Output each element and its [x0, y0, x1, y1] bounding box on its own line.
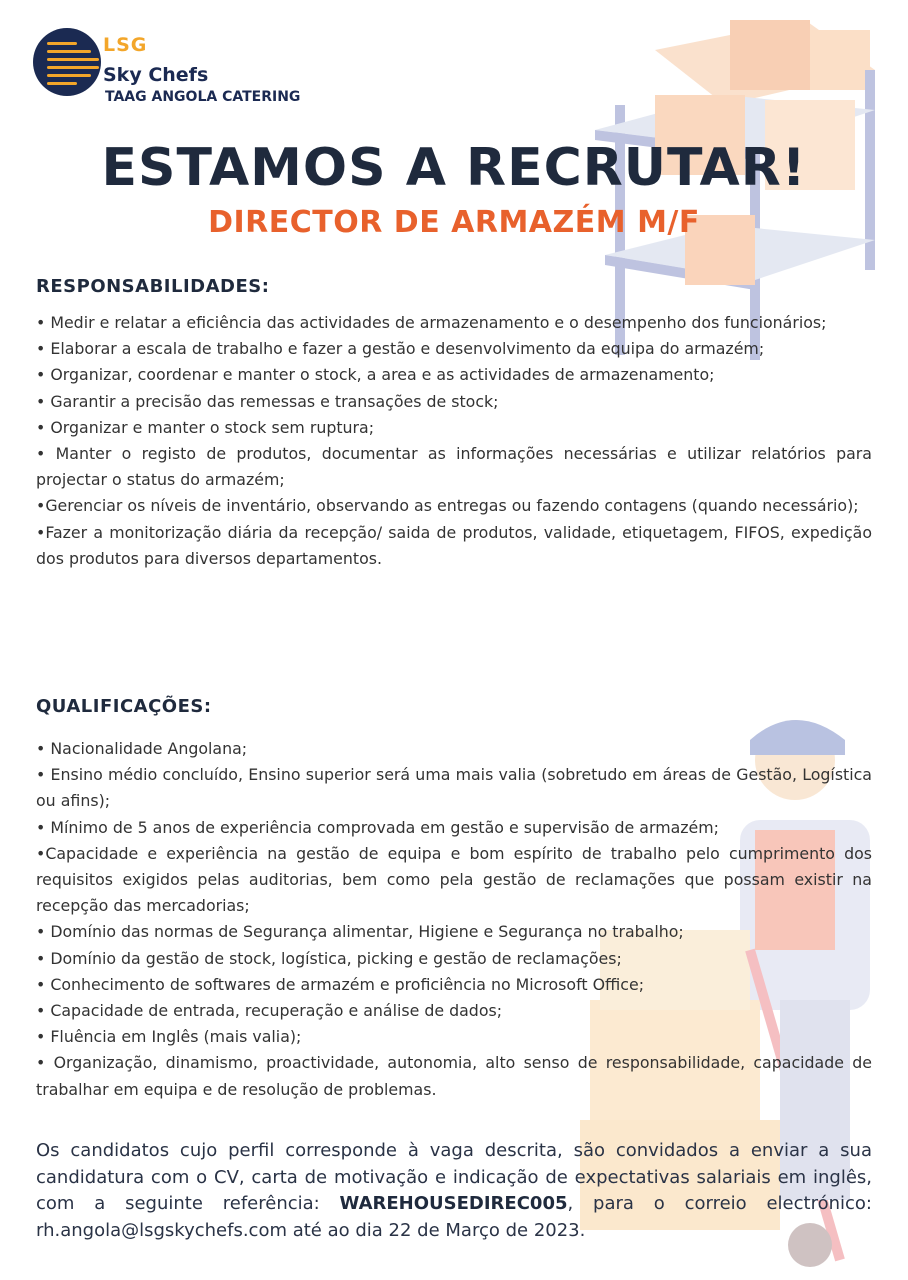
company-logo [33, 26, 333, 110]
list-item: • Elaborar a escala de trabalho e fazer a gestão e desenvolvimento da equipa do armazém; [36, 339, 765, 359]
position-title: DIRECTOR DE ARMAZÉM M/F [208, 205, 700, 240]
list-item: • Fluência em Inglês (mais valia); [36, 1027, 302, 1047]
list-item: •Gerenciar os níveis de inventário, observando as entregas ou fazendo contagens (quando necessário); [36, 496, 859, 516]
list-item: • Ensino médio concluído, Ensino superior será uma mais valia (sobretudo em áreas de Gestão, Logística ou afins); [36, 765, 872, 811]
list-item: • Mínimo de 5 anos de experiência comprovada em gestão e supervisão de armazém; [36, 817, 719, 837]
list-item: • Manter o registo de produtos, documentar as informações necessárias e utilizar relatórios para projectar o status do armazém; [36, 444, 872, 490]
responsibilities-heading: RESPONSABILIDADES: [36, 276, 270, 297]
closing-text-after: , para o correio electrónico: rh.angola@lsgskychefs.com até ao dia 22 de Março de 2023. [36, 1193, 872, 1241]
list-item: • Nacionalidade Angolana; [36, 739, 248, 758]
logo-brand: LSG [103, 34, 148, 56]
list-item: • Medir e relatar a eficiência das actividades de armazenamento e o desempenho dos funcionários; [36, 313, 827, 332]
list-item: •Capacidade e experiência na gestão de equipa e bom espírito de trabalho pelo cumprimento dos requisitos exigidos pelas auditorias, bem como pela gestão de reclamações que possam existir na recepção das mercadorias; [36, 843, 872, 916]
list-item: • Domínio da gestão de stock, logística, picking e gestão de reclamações; [36, 948, 622, 968]
job-reference: WAREHOUSEDIREC005 [339, 1193, 568, 1214]
list-item: • Capacidade de entrada, recuperação e análise de dados; [36, 1001, 503, 1021]
closing-text-before: Os candidatos cujo perfil corresponde à vaga descrita, são convidados a enviar a sua candidatura com o CV, carta de motivação e indicação de expectativas salariais em inglês, com a seguinte referência: [36, 1140, 872, 1214]
list-item: • Organizar e manter o stock sem ruptura; [36, 417, 375, 437]
globe-icon [33, 28, 101, 96]
logo-subtitle: TAAG ANGOLA CATERING [105, 89, 301, 105]
list-item: • Garantir a precisão das remessas e transações de stock; [36, 391, 499, 411]
logo-name: Sky Chefs [103, 64, 209, 86]
list-item: • Organização, dinamismo, proactividade, autonomia, alto senso de responsabilidade, capacidade de trabalhar em equipa e de resolução de problemas. [36, 1053, 872, 1099]
page-title: ESTAMOS A RECRUTAR! [101, 138, 807, 198]
application-instructions [36, 1138, 872, 1244]
list-item: •Fazer a monitorização diária da recepção/ saida de produtos, validade, etiquetagem, FIFOS, expedição dos produtos para diversos departamentos. [36, 522, 872, 568]
list-item: • Conhecimento de softwares de armazém e proficiência no Microsoft Office; [36, 974, 645, 994]
qualifications-list [36, 736, 872, 1103]
responsibilities-list [36, 310, 872, 572]
list-item: • Domínio das normas de Segurança alimentar, Higiene e Segurança no trabalho; [36, 922, 684, 942]
qualifications-heading: QUALIFICAÇÕES: [36, 696, 212, 717]
list-item: • Organizar, coordenar e manter o stock, a area e as actividades de armazenamento; [36, 365, 715, 385]
